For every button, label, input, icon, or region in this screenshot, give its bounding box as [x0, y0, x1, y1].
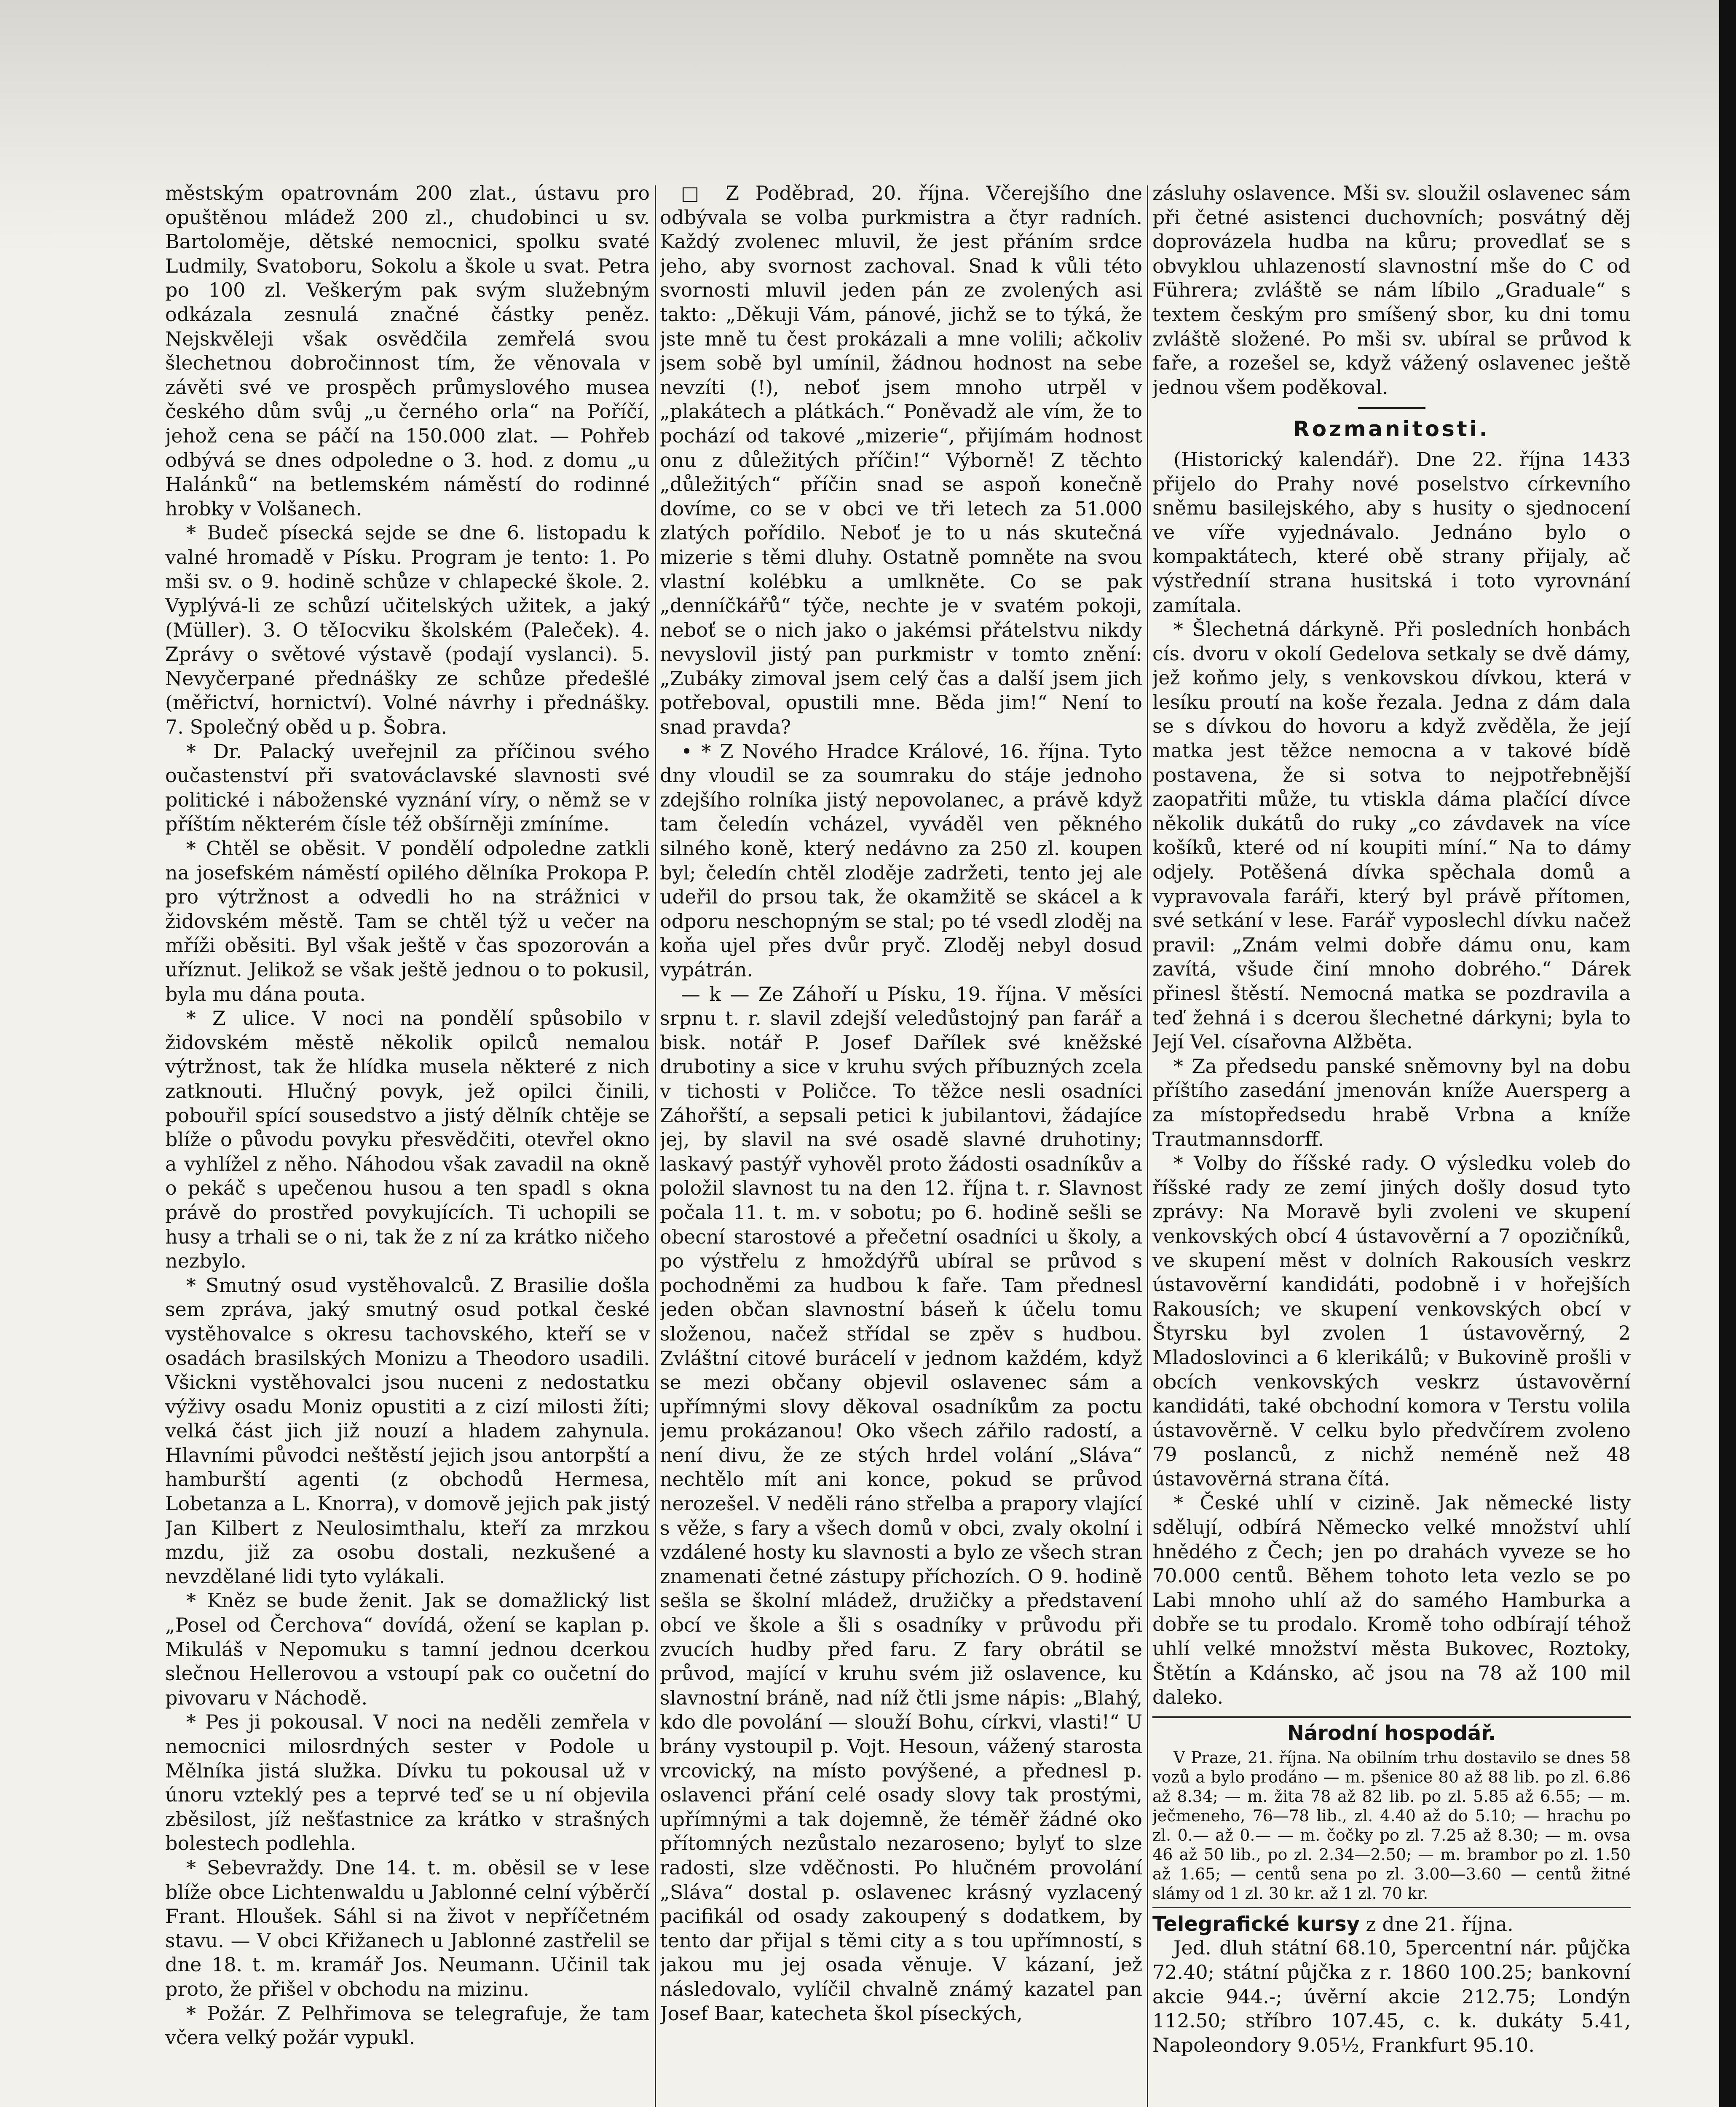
section-divider [1152, 1716, 1631, 1718]
article-continued: zásluhy oslavence. Mši sv. sloužil oslavenec sám při četné asistenci duchovních; posvátný děj doprovázela hudba na kůru; provedlať se s obvyklou uhlazeností slavnostní mše do C od Führera; zvláště se nám líbilo „Graduale“ s textem českým pro smíšený sbor, ku dni tomu zvláště složené. Po mši sv. ubíral se průvod k faře, a rozešel se, když vážený oslavenec ještě jednou všem poděkoval. [1152, 182, 1631, 399]
article-darkyne: * Šlechetná dárkyně. Při posledních honbách cís. dvoru v okolí Gedelova setkaly se dvě dámy, jež koňmo jely, s venkovskou dívkou, která v lesíku proutí na koše řezala. Jedna z dám dala se s dívkou do hovoru a když zvěděla, že její matka jest těžce nemocna a v takové bídě postavena, že si sotva to nejpotřebnější zaopatřiti může, tu vtiskla dáma plačící dívce několik dukátů do ruky „co závdavek na více košíků, které od ní koupiti míní.“ Na to dámy odjely. Potěšená dívka spěchala domů a vypravovala faráři, který byl právě přítomen, své setkání v lese. Farář vyposlechl dívku načež pravil: „Znám velmi dobře dámu onu, kam zavítá, všude činí mnoho dobrého.“ Dárek přinesl štěstí. Nemocná matka se pozdravila a teď žehná i s dcerou šlechetné dárkyni; byla to Její Vel. císařovna Alžběta. [1152, 618, 1631, 1054]
scan-edge [1719, 0, 1736, 2107]
article-chtel-se-obesit: * Chtěl se oběsit. V pondělí odpoledne zatkli na josefském náměstí opilého dělníka Prokopa P. pro výtržnost a odvedli ho na strážnici v židovském městě. Tam se chtěl týž u večer na mříži oběsiti. Byl však ještě v čas spozorován a uříznut. Jelikož se však ještě jednou o to pokusil, byla mu dána pouta. [165, 837, 650, 1005]
article-paragraph: městským opatrovnám 200 zlat., ústavu pro opuštěnou mládež 200 zl., chudobinci u sv. Bartoloměje, dětské nemocnici, spolku svaté Ludmily, Svatoboru, Sokolu a škole u svat. Petra po 100 zl. Veškerým pak svým služebným odkázala zesnulá značné částky peněz. Nejskvěleji však osvědčila zemřelá svou šlechetnou dobročinnost tím, že věnovala v závěti své ve prospěch průmyslového musea českého dům svůj „u černého orla“ na Poříčí, jehož cena se páčí na 150.000 zlat. — Pohřeb odbývá se dnes odpoledne o 3. hod. z domu „u Halánků“ na betlemském náměstí do rodinné hrobky v Volšanech. [165, 182, 650, 520]
column-2 [660, 181, 1142, 2107]
article-hradec-kralove: • * Z Nového Hradce Králové, 16. října. Tyto dny vloudil se za soumraku do stáje jednoho zdejšího rolníka jistý nepovolanec, a právě když tam čeledín vcházel, vyváděl ven pěkného silného koně, který nedávno za 250 zl. koupen byl; čeledín chtěl zloděje zadržeti, tento jej ale udeřil do prsou tak, že okamžitě se skácel a k odporu neschopným se stal; po té vsedl zloděj na koňa ujel přes dvůr pryč. Zloděj nebyl dosud vypátrán. [660, 740, 1142, 981]
article-historicky-kalendar: (Historický kalendář). Dne 22. října 1433 přijelo do Prahy nové poselstvo církevního sněmu basilejského, aby s husity o sjednocení ve víře vyjednávalo. Jednáno bylo o kompaktátech, které obě strany přijaly, ač výstředníí strana husitská i toto vyrovnání zamítala. [1152, 448, 1631, 617]
kursy-date: z dne 21. října. [1366, 1913, 1514, 1936]
column-rule [655, 185, 656, 2107]
article-pes: * Pes ji pokousal. V noci na neděli zemřela v nemocnici milosrdných sester v Podole u Mělníka jistá služka. Dívku tu pokousal už v únoru vzteklý pes a teprvé teď se u ní objevila zběsilost, jíž nešťastnice za krátko v strašných bolestech podlehla. [165, 1710, 650, 1855]
article-zahori: — k — Ze Záhoří u Písku, 19. října. V měsíci srpnu t. r. slavil zdejší veledůstojný pan farář a bisk. notář P. Josef Dařílek své kněžské drubotiny a sice v kruhu svých příbuzných zcela v tichosti v Poličce. To těžce nesli osadníci Záhořští, a sepsali petici k jubilantovi, žádajíce jej, by slavil na své osadě slavné druhotiny; laskavý pastýř vyhověl proto žádosti osadníkův a položil slavnost tu na den 12. října t. r. Slavnost počala 11. t. m. v sobotu; po 6. hodině sešli se obecní starostové a přečetní osadníci u školy, a po výstřelu z hmoždýřů ubíral se průvod s pochodněmi za hudbou k faře. Tam přednesl jeden občan slavnostní báseň k účelu tomu složenou, načež střídal se zpěv s hudbou. Zvláštní citové burácelí v jednom každém, když se mezi občany objevil oslavenec sám a upřímnými slovy děkoval osadníkům za poctu jemu prokázanou! Oko všech zářilo radostí, a není divu, že ze stých hrdel volání „Sláva“ nechtělo mít ani konce, pokud se průvod nerozešel. V neděli ráno střelba a prapory vlající s věže, s fary a všech domů v obci, zvaly okolní i vzdálené hosty ku slavnosti a bylo ze všech stran znamenati četné zástupy příchozích. O 9. hodině sešla se školní mládež, družičky a představení obcí ve škole a šli s osadníky v průvodu při zvucích hudby před faru. Z fary obrátil se průvod, mající v kruhu svém již oslavence, ku slavnostní bráně, nad níž čtli jsme nápis: „Blahý, kdo dle povolání — slouží Bohu, církvi, vlasti!“ U brány vystoupil p. Vojt. Hesoun, vážený starosta vrcovický, na místo povýšené, a přednesl p. oslavenci přání celé osady slovy tak prostými, upřímnými a tak dojemně, že téměř žádné oko přítomných nezůstalo nezaroseno; bylyť to slze radosti, slze vděčnosti. Po hlučném provolání „Sláva“ dostal p. oslavenec krásný vyzlacený pacifikál od osady zakoupený s dodatkem, by tento dar přijal s těmi city a s tou upřímností, s jakou mu jej osada věnuje. V kázaní, jež následovalo, vylíčil chvalně známý kazatel pan Josef Baar, katecheta škol píseckých, [660, 982, 1142, 2025]
article-volby: * Volby do říšské rady. O výsledku voleb do říšské rady ze zemí jiných došly dosud tyto zprávy: Na Moravě byli zvoleni ve skupení venkovských obcí 4 ústavověrní a 7 opozičníků, ve skupení měst v dolních Rakousích veskrz ústavověrní kandidáti, podobně i v hořejších Rakousích; ve skupení venkovských obcí v Štyrsku byl zvolen 1 ústavověrný, 2 Mladoslovinci a 6 klerikálů; v Bukovině prošli v obcích venkovských veskrz ústavověrní kandidáti, také obchodní komora v Terstu volila ústavověrně. V celku bylo předvčírem zvoleno 79 poslanců, z nichž neméně než 48 ústavověrná strana čítá. [1152, 1152, 1631, 1490]
section-title-kursy: Telegrafické kursy [1152, 1912, 1360, 1936]
article-knez: * Kněz se bude ženit. Jak se domažlický list „Posel od Čerchova“ dovídá, ožení se kaplan p. Mikuláš v Nepomuku s tamní jednou dcerkou slečnou Hellerovou a vstoupí pak co oučetní do pivovaru v Náchodě. [165, 1589, 650, 1709]
column-1 [165, 181, 650, 2107]
article-pozar: * Požár. Z Pelhřimova se telegrafuje, že tam včera velký požár vypukl. [165, 2002, 650, 2049]
article-sebevrazdy: * Sebevraždy. Dne 14. t. m. oběsil se v lese blíže obce Lichtenwaldu u Jablonné celní výběrčí Frant. Hloušek. Sáhl si na život v nepříčetném stavu. — V obci Křižanech u Jablonné zastřelil se dne 18. t. m. kramář Jos. Neumann. Učinil tak proto, že přišel v obchodu na mizinu. [165, 1856, 650, 2000]
kursy-heading [1152, 1912, 1631, 1936]
article-palacky: * Dr. Palacký uveřejnil za příčinou svého oučastenství při svatováclavské slavnosti své politické i náboženské vyznání víry, o němž se v příštím některém čísle též obšírněji zmíníme. [165, 740, 650, 836]
section-divider [1152, 1907, 1631, 1908]
section-title-hospodar: Národní hospodář. [1287, 1721, 1496, 1745]
exchange-rates: Jed. dluh státní 68.10, 5percentní nár. půjčka 72.40; státní půjčka z r. 1860 100.25; bankovní akcie 944.-; úvěrní akcie 212.75; Londýn 112.50; stříbro 107.45, c. k. dukáty 5.41, Napoleondory 9.05½, Frankfurt 95.10. [1152, 1936, 1631, 2056]
section-divider [1358, 407, 1425, 409]
section-title-rozmanitosti: Rozmanitosti. [1293, 417, 1490, 442]
article-podebrady: □ Z Poděbrad, 20. října. Včerejšího dne odbývala se volba purkmistra a čtyr radních. Každý zvolenec mluvil, že jest přáním srdce jeho, aby svornost zachoval. Snad k vůli této svornosti mluvil jeden pán ze zvolených asi takto: „Děkuji Vám, pánové, jichž se to týká, že jste mně tu čest prokázali a mne volili; ačkoliv jsem sobě byl umínil, žádnou hodnost na sebe nevzíti (!), neboť jsem mnoho utrpěl v „plakátech a plátkách.“ Poněvadž ale vím, že to pochází od takové „mizerie“, přijímám hodnost onu z důležitých příčin!“ Výborně! Z těchto „důležitých“ příčin snad se aspoň konečně dovíme, co se v obci ve tři letech za 51.000 zlatých pořídilo. Neboť je to u nás skutečná mizerie s těmi dluhy. Ostatně pomněte na svou vlastní kolébku a umlkněte. Co se pak „denníčkářů“ týče, nechte je v svatém pokoji, neboť se o nich jako o jakémsi přátelstvu nikdy nevyslovil jistý pan purkmistr v tomto znění: „Zubáky zimoval jsem celý čas a další jsem jich potřeboval, opustili mne. Běda jim!“ Není to snad pravda? [660, 182, 1142, 739]
article-predseda: * Za předsedu panské sněmovny byl na dobu příštího zasedání jmenován kníže Auersperg a za místopředsedu hrabě Vrbna a kníže Trautmannsdorff. [1152, 1054, 1631, 1150]
article-uhli: * České uhlí v cizině. Jak německé listy sdělují, odbírá Německo velké množství uhlí hnědého z Čech; jen po drahách vyveze se ho 70.000 centů. Během tohoto leta vezlo se po Labi mnoho uhlí až do samého Hamburka a dobře se tu prodalo. Kromě toho odbírají téhož uhlí velké množství města Bukovec, Roztoky, Štětín a Kdánsko, ač jsou na 78 až 100 mil daleko. [1152, 1491, 1631, 1709]
article-z-ulice: * Z ulice. V noci na pondělí spůsobilo v židovském městě několik opilců nemalou výtržnost, tak že hlídka musela některé z nich zatknouti. Hlučný povyk, jež opilci činili, pobouřil spící sousedstvo a jistý dělník chtěje se blíže o původu povyku přesvědčiti, otevřel okno a vyhlížel z něho. Náhodou však zavadil na okně o pekáč s upečenou husou a ten spadl s okna právě do prostřed povykujících. Ti uchopili se husy a trhali se o ni, tak že z ní za krátko ničeho nezbylo. [165, 1007, 650, 1273]
article-budec: * Budeč písecká sejde se dne 6. listopadu k valné hromadě v Písku. Program je tento: 1. Po mši sv. o 9. hodině schůze v chlapecké škole. 2. Vyplývá-li ze schůzí učitelských užitek, a jaký (Müller). 3. O těIocviku školském (Paleček). 4. Zprávy o světové výstavě (podají vyslanci). 5. Nevyčerpané přednášky ze schůze předešlé (měřictví, hornictví). Volné návrhy i přednášky. 7. Společný oběd u p. Šobra. [165, 521, 650, 739]
market-report: V Praze, 21. října. Na obilním trhu dostavilo se dnes 58 vozů a bylo prodáno — m. pšenice 80 až 88 lib. po zl. 6.86 až 8.34; — m. žita 78 až 82 lib. po zl. 5.85 až 6.55; — m. ječmeneho, 76—78 lib., zl. 4.40 až do 5.10; — hrachu po zl. 0.— až 0.— — m. čočky po zl. 7.25 až 8.30; — m. ovsa 46 až 50 lib., po zl. 2.34—2.50; — m. brambor po zl. 1.50 až 1.65; — centů sena po zl. 3.00—3.60 — centů žitné slámy od 1 zl. 30 kr. až 1 zl. 70 kr. [1152, 1748, 1631, 1903]
column-3 [1152, 181, 1631, 2107]
column-rule [1147, 185, 1148, 2107]
article-vystehovalci: * Smutný osud vystěhovalců. Z Brasilie došla sem zpráva, jaký smutný osud potkal české vystěhovalce s okresu tachovského, kteří se v osadách brasilských Monizu a Theodoro usadili. Všickni vystěhovalci jsou nuceni z nedostatku výživy osadu Moniz opustiti a z cizí milosti žíti; velká část jich již nouzí a hladem zahynula. Hlavními původci neštěstí jejich jsou antorpští a hamburští agenti (z obchodů Hermesa, Lobetanza a L. Knorra), v domově jejich pak jistý Jan Kilbert z Neulosimthalu, kteří za mrzkou mzdu, již za osobu dostali, nezkušené a nevzdělané lidi tyto vylákali. [165, 1273, 650, 1588]
